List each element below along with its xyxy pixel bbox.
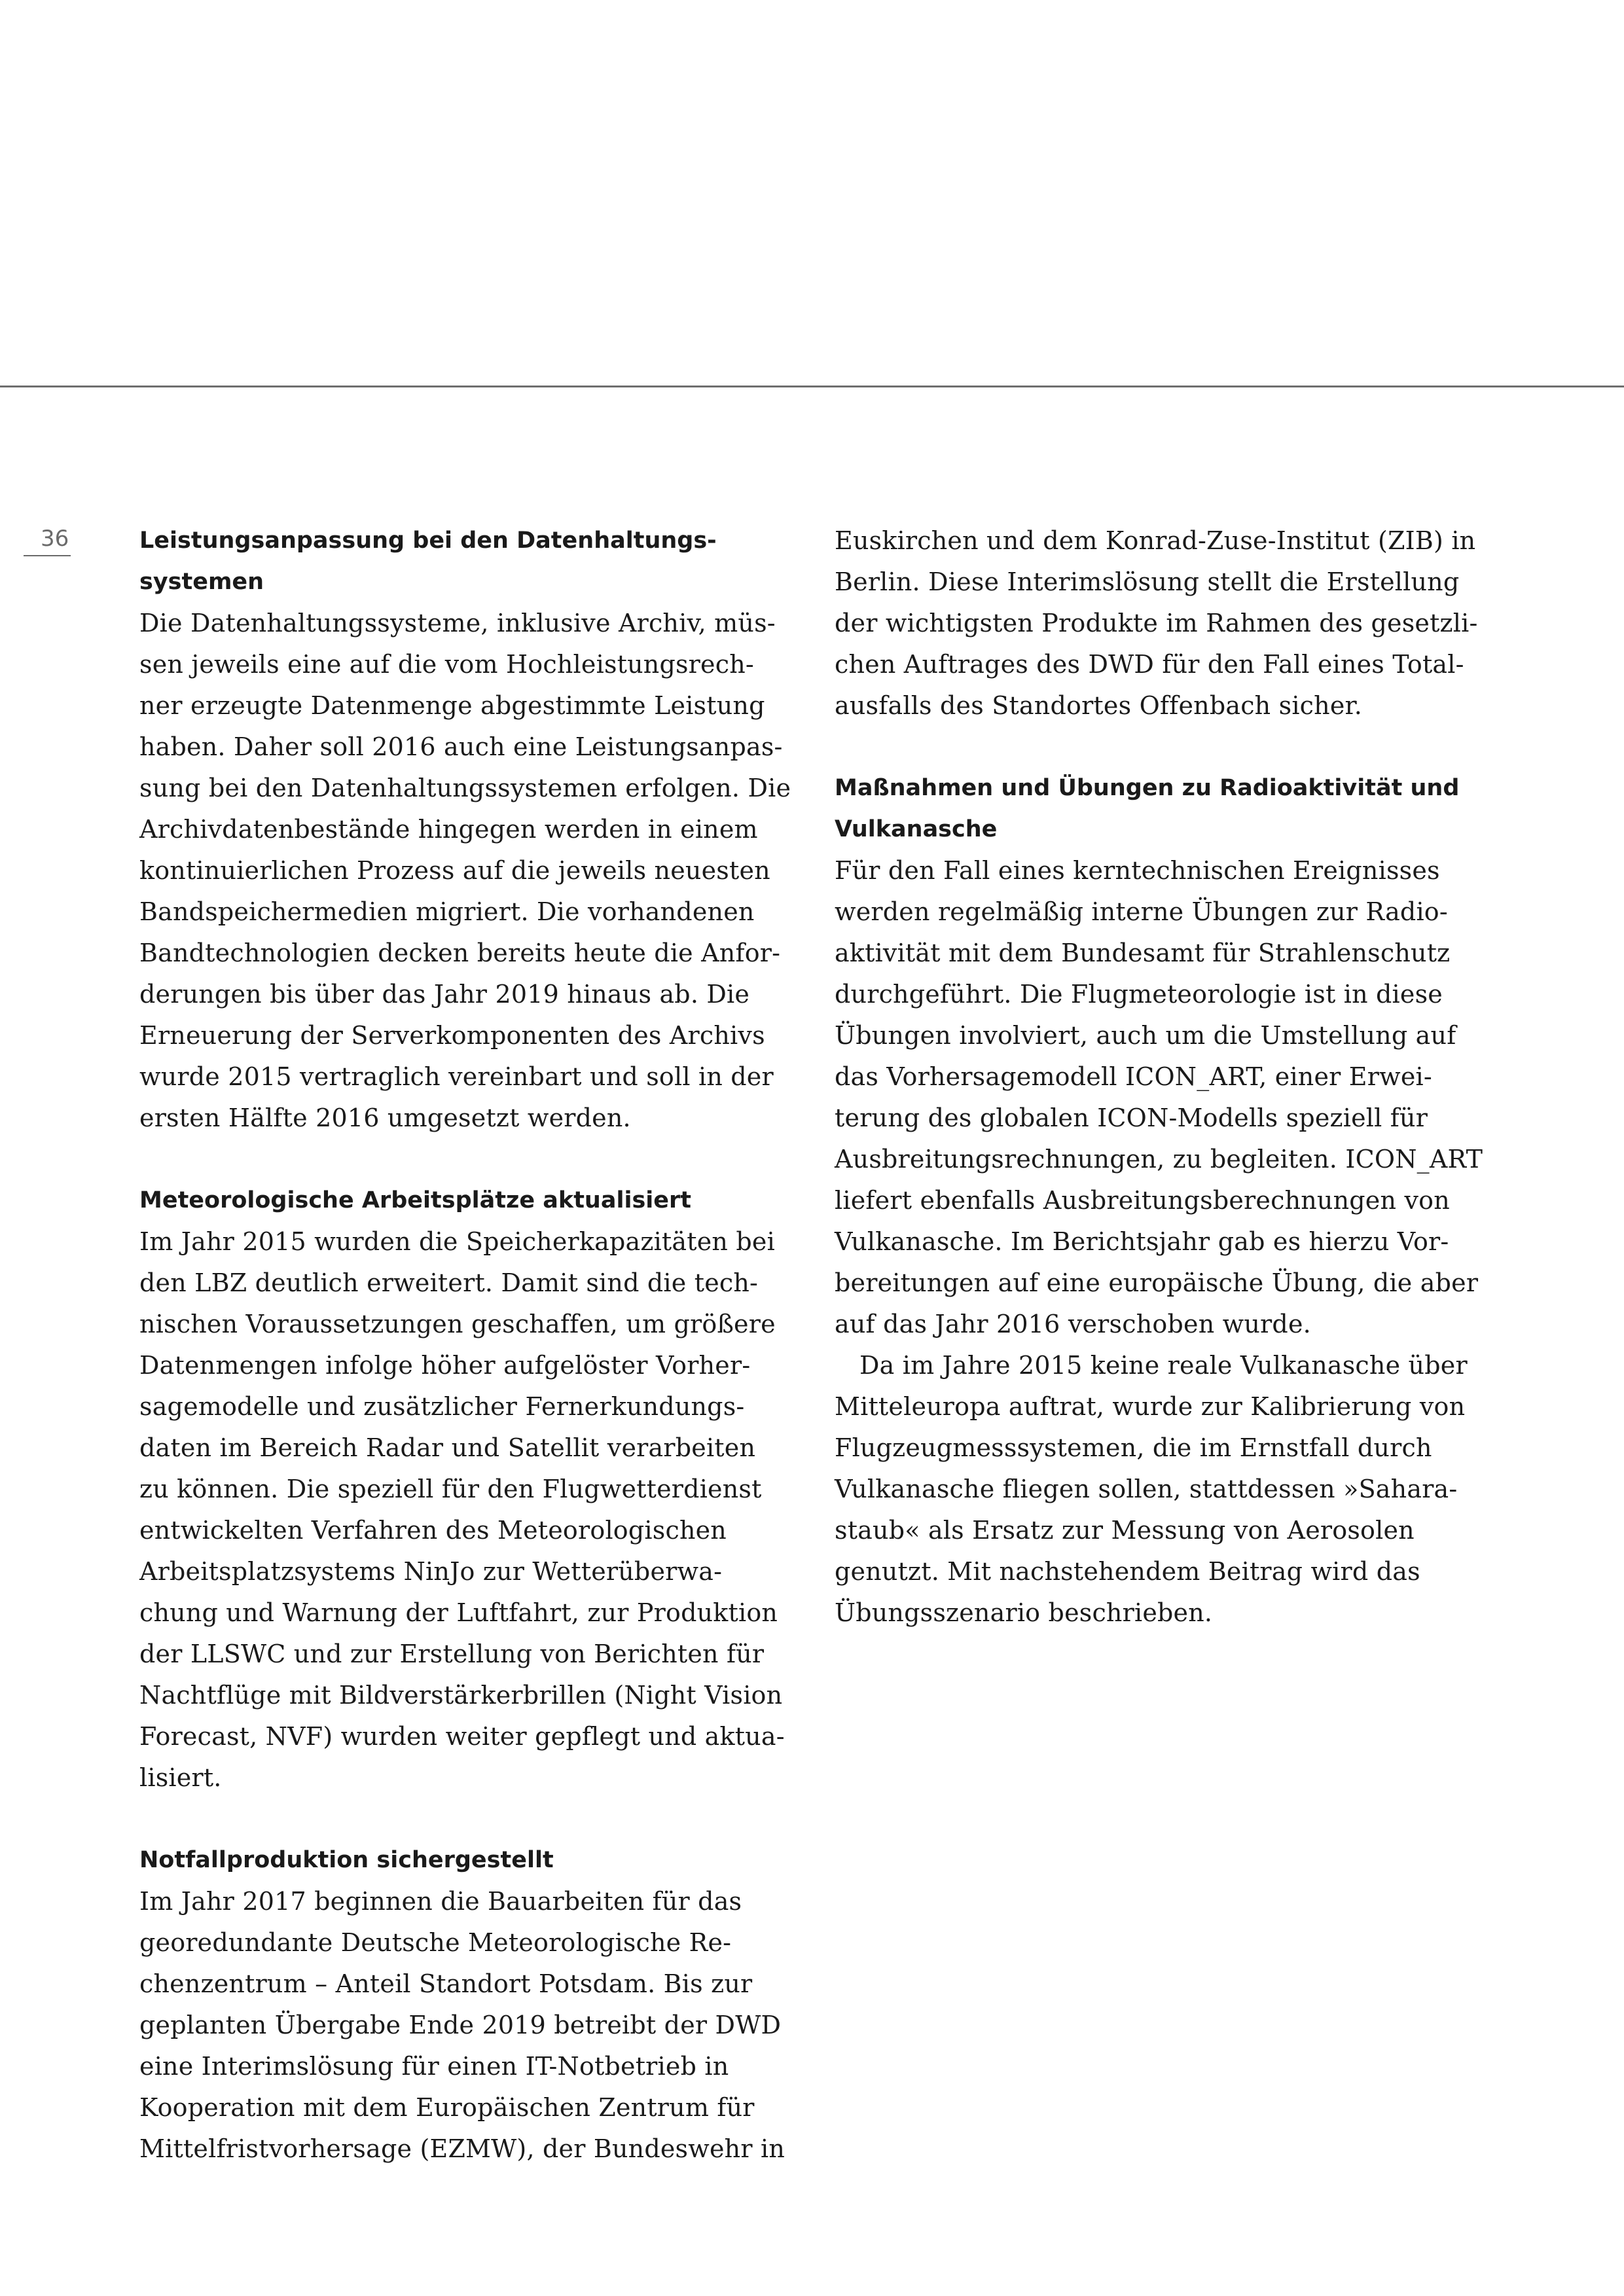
text-line: Bandspeichermedien migriert. Die vorhandenen <box>139 897 755 926</box>
text-line: Mitteleuropa auftrat, wurde zur Kalibrierung von <box>835 1392 1466 1421</box>
text-line: Ausbreitungsrechnungen, zu begleiten. ICON_ART <box>835 1145 1483 1174</box>
left-column <box>139 520 801 2170</box>
text-line: lisiert. <box>139 1763 222 1792</box>
text-line: Übungen involviert, auch um die Umstellung auf <box>835 1021 1456 1050</box>
text-line: Übungsszenario beschrieben. <box>835 1598 1213 1627</box>
paragraph-vulkanasche <box>835 1345 1496 1634</box>
page-number-underline <box>24 555 71 556</box>
paragraph-arbeitsplaetze <box>139 1221 801 1799</box>
section-gap <box>835 726 1496 768</box>
text-line: Die Datenhaltungssysteme, inklusive Archiv, müs- <box>139 609 776 637</box>
text-line: ner erzeugte Datenmenge abgestimmte Leistung <box>139 691 765 720</box>
paragraph-notfallproduktion <box>139 1881 801 2170</box>
text-line: aktivität mit dem Bundesamt für Strahlenschutz <box>835 939 1451 967</box>
text-line: eine Interimslösung für einen IT-Notbetrieb in <box>139 2052 729 2081</box>
text-line: chenzentrum – Anteil Standort Potsdam. Bis zur <box>139 1969 753 1998</box>
text-line: Mittelfristvorhersage (EZMW), der Bundeswehr in <box>139 2134 785 2163</box>
heading-line: Maßnahmen und Übungen zu Radioaktivität und <box>835 775 1460 801</box>
text-line: genutzt. Mit nachstehendem Beitrag wird das <box>835 1557 1420 1586</box>
section-heading-arbeitsplaetze <box>139 1180 801 1221</box>
section-heading-notfallproduktion <box>139 1840 801 1881</box>
paragraph-notfallproduktion-continued <box>835 520 1496 726</box>
text-line: sen jeweils eine auf die vom Hochleistungsrech- <box>139 650 754 679</box>
text-line: georedundante Deutsche Meteorologische Re- <box>139 1928 732 1957</box>
text-line: Berlin. Diese Interimslösung stellt die Erstellung <box>835 567 1460 596</box>
heading-line: systemen <box>139 569 264 595</box>
text-line: Vulkanasche. Im Berichtsjahr gab es hierzu Vor- <box>835 1227 1449 1256</box>
text-line: chung und Warnung der Luftfahrt, zur Produktion <box>139 1598 778 1627</box>
text-line: Vulkanasche fliegen sollen, stattdessen »Sahara- <box>835 1475 1458 1503</box>
header-rule <box>0 386 1624 387</box>
text-line: terung des globalen ICON-Modells speziell für <box>835 1103 1428 1132</box>
text-line: kontinuierlichen Prozess auf die jeweils neuesten <box>139 856 770 885</box>
text-line: Datenmengen infolge höher aufgelöster Vorher- <box>139 1351 751 1380</box>
heading-line: Meteorologische Arbeitsplätze aktualisiert <box>139 1187 692 1213</box>
text-line: haben. Daher soll 2016 auch eine Leistungsanpas- <box>139 732 783 761</box>
section-heading-radioaktivitaet <box>835 768 1496 850</box>
text-line: liefert ebenfalls Ausbreitungsberechnungen von <box>835 1186 1450 1215</box>
right-column <box>835 520 1496 1634</box>
text-line: der wichtigsten Produkte im Rahmen des gesetzli- <box>835 609 1478 637</box>
text-line: der LLSWC und zur Erstellung von Berichten für <box>139 1640 765 1668</box>
text-line: derungen bis über das Jahr 2019 hinaus ab. Die <box>139 980 750 1009</box>
paragraph-radioaktivitaet <box>835 850 1496 1345</box>
text-line: Im Jahr 2017 beginnen die Bauarbeiten für das <box>139 1887 742 1916</box>
text-line: sung bei den Datenhaltungssystemen erfolgen. Die <box>139 774 791 802</box>
section-heading-datenhaltung <box>139 520 801 603</box>
text-line: zu können. Die speziell für den Flugwetterdienst <box>139 1475 762 1503</box>
text-line: geplanten Übergabe Ende 2019 betreibt der DWD <box>139 2011 782 2039</box>
text-line: Arbeitsplatzsystems NinJo zur Wetterüberwa- <box>139 1557 723 1586</box>
text-line: Archivdatenbestände hingegen werden in einem <box>139 815 758 844</box>
text-line: Bandtechnologien decken bereits heute die Anfor- <box>139 939 781 967</box>
text-line: Kooperation mit dem Europäischen Zentrum für <box>139 2093 755 2122</box>
text-line: sagemodelle und zusätzlicher Fernerkundungs- <box>139 1392 745 1421</box>
text-line: bereitungen auf eine europäische Übung, die aber <box>835 1268 1479 1297</box>
text-line: Im Jahr 2015 wurden die Speicherkapazitäten bei <box>139 1227 775 1256</box>
text-line: Forecast, NVF) wurden weiter gepflegt und aktua- <box>139 1722 785 1751</box>
text-line: entwickelten Verfahren des Meteorologischen <box>139 1516 727 1545</box>
text-line: chen Auftrages des DWD für den Fall eines Total- <box>835 650 1464 679</box>
text-line: ersten Hälfte 2016 umgesetzt werden. <box>139 1103 631 1132</box>
text-line: Da im Jahre 2015 keine reale Vulkanasche über <box>859 1351 1468 1380</box>
text-line: Flugzeugmesssystemen, die im Ernstfall durch <box>835 1433 1432 1462</box>
heading-line: Leistungsanpassung bei den Datenhaltungs- <box>139 528 717 554</box>
text-line: Erneuerung der Serverkomponenten des Archivs <box>139 1021 765 1050</box>
text-line: den LBZ deutlich erweitert. Damit sind die tech- <box>139 1268 759 1297</box>
text-line: ausfalls des Standortes Offenbach sicher. <box>835 691 1362 720</box>
text-line: staub« als Ersatz zur Messung von Aerosolen <box>835 1516 1415 1545</box>
text-line: durchgeführt. Die Flugmeteorologie ist in diese <box>835 980 1443 1009</box>
text-line: daten im Bereich Radar und Satellit verarbeiten <box>139 1433 756 1462</box>
text-line: Euskirchen und dem Konrad-Zuse-Institut (ZIB) in <box>835 526 1476 555</box>
text-line: werden regelmäßig interne Übungen zur Radio- <box>835 897 1448 926</box>
heading-line: Vulkanasche <box>835 816 998 842</box>
text-line: wurde 2015 vertraglich vereinbart und soll in der <box>139 1062 774 1091</box>
section-gap <box>139 1799 801 1840</box>
paragraph-datenhaltung <box>139 603 801 1139</box>
text-line: auf das Jahr 2016 verschoben wurde. <box>835 1310 1311 1338</box>
text-line: nischen Voraussetzungen geschaffen, um größere <box>139 1310 776 1338</box>
text-line: Nachtflüge mit Bildverstärkerbrillen (Night Vision <box>139 1681 783 1710</box>
heading-line: Notfallproduktion sichergestellt <box>139 1847 554 1873</box>
text-line: das Vorhersagemodell ICON_ART, einer Erwei- <box>835 1062 1432 1091</box>
section-gap <box>139 1139 801 1180</box>
page-number: 36 <box>41 526 69 552</box>
text-line: Für den Fall eines kerntechnischen Ereignisses <box>835 856 1440 885</box>
